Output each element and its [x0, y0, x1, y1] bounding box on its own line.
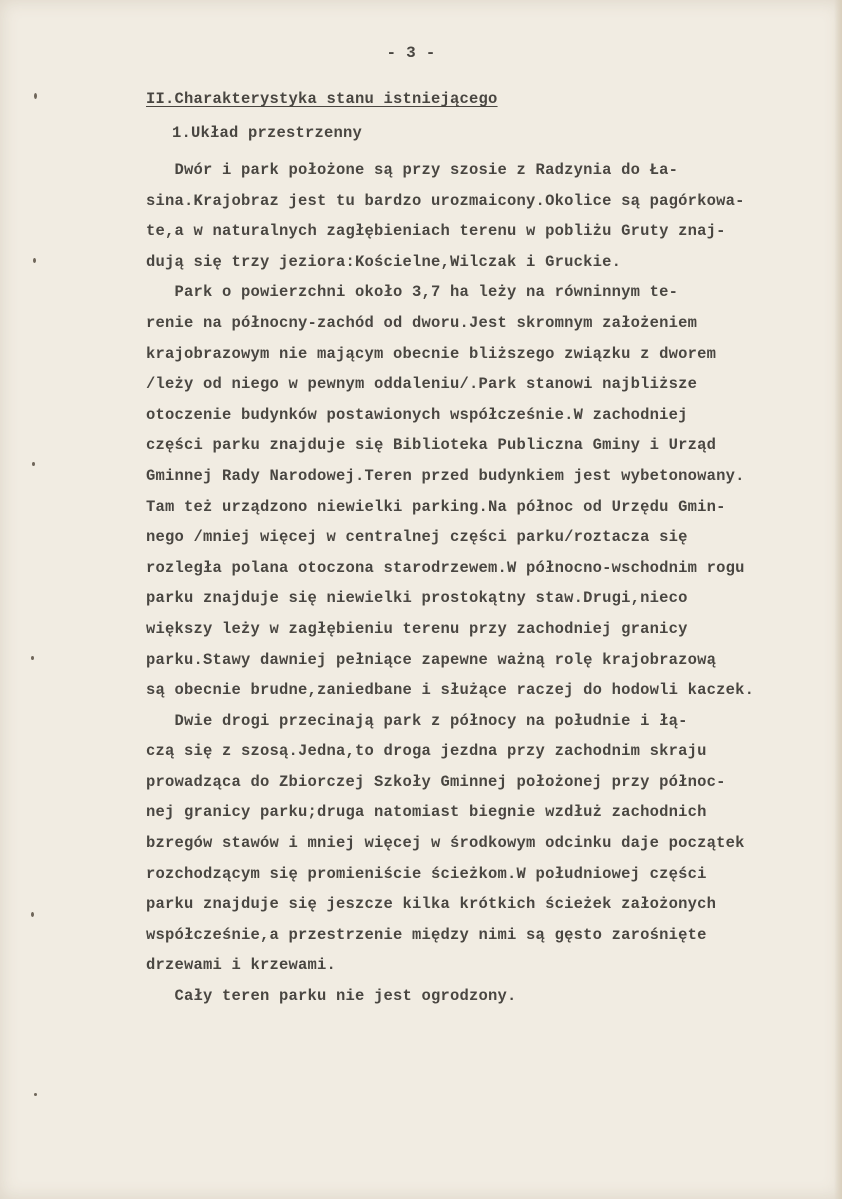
- section-heading: II.Charakterystyka stanu istniejącego: [146, 90, 498, 108]
- text-line: Dwie drogi przecinają park z północy na południe i łą-: [146, 711, 688, 730]
- text-line: są obecnie brudne,zaniedbane i służące raczej do hodowli kaczek.: [146, 681, 755, 700]
- paper-edge: [834, 0, 842, 1199]
- paragraph: [146, 981, 816, 1012]
- text-line: te,a w naturalnych zagłębieniach terenu w pobliżu Gruty znaj-: [146, 222, 726, 241]
- text-line: /leży od niego w pewnym oddaleniu/.Park stanowi najbliższe: [146, 375, 698, 394]
- text-line: części parku znajduje się Biblioteka Publiczna Gminy i Urząd: [146, 436, 717, 455]
- binding-hole-mark: [34, 1093, 37, 1096]
- text-line: współcześnie,a przestrzenie między nimi są gęsto zarośnięte: [146, 925, 707, 944]
- text-line: parku znajduje się jeszcze kilka krótkich ścieżek założonych: [146, 895, 717, 914]
- binding-hole-mark: [33, 258, 36, 263]
- binding-hole-mark: [32, 462, 35, 466]
- text-line: dują się trzy jeziora:Kościelne,Wilczak i Gruckie.: [146, 252, 622, 271]
- paragraph: [146, 706, 816, 981]
- text-line: drzewami i krzewami.: [146, 956, 337, 975]
- text-line: krajobrazowym nie mającym obecnie bliższego związku z dworem: [146, 344, 717, 363]
- page-number-text: - 3 -: [386, 44, 436, 62]
- text-line: Cały teren parku nie jest ogrodzony.: [146, 987, 517, 1006]
- page-number: [0, 44, 842, 62]
- text-line: Tam też urządzono niewielki parking.Na północ od Urzędu Gmin-: [146, 497, 726, 516]
- paragraph: [146, 277, 816, 705]
- text-line: większy leży w zagłębieniu terenu przy zachodniej granicy: [146, 619, 688, 638]
- text-line: nej granicy parku;druga natomiast biegnie wzdłuż zachodnich: [146, 803, 707, 822]
- binding-hole-mark: [31, 912, 34, 917]
- text-line: Park o powierzchni około 3,7 ha leży na równinnym te-: [146, 283, 679, 302]
- body-text: [146, 155, 816, 1012]
- text-line: czą się z szosą.Jedna,to droga jezdna przy zachodnim skraju: [146, 742, 707, 761]
- text-line: nego /mniej więcej w centralnej części parku/roztacza się: [146, 528, 688, 547]
- text-line: Gminnej Rady Narodowej.Teren przed budynkiem jest wybetonowany.: [146, 466, 745, 485]
- binding-hole-mark: [34, 93, 37, 99]
- text-line: parku.Stawy dawniej pełniące zapewne ważną rolę krajobrazową: [146, 650, 717, 669]
- text-line: Dwór i park położone są przy szosie z Radzynia do Ła-: [146, 161, 679, 179]
- binding-hole-mark: [31, 656, 34, 660]
- text-line: otoczenie budynków postawionych współcześnie.W zachodniej: [146, 405, 688, 424]
- text-line: rozległa polana otoczona starodrzewem.W północno-wschodnim rogu: [146, 558, 745, 577]
- paragraph: [146, 155, 816, 277]
- text-line: parku znajduje się niewielki prostokątny staw.Drugi,nieco: [146, 589, 688, 608]
- text-line: renie na północny-zachód od dworu.Jest skromnym założeniem: [146, 313, 698, 332]
- subsection-heading: 1.Układ przestrzenny: [172, 124, 363, 142]
- text-line: bzregów stawów i mniej więcej w środkowym odcinku daje początek: [146, 834, 745, 853]
- text-line: prowadząca do Zbiorczej Szkoły Gminnej położonej przy północ-: [146, 772, 726, 791]
- text-line: sina.Krajobraz jest tu bardzo urozmaicony.Okolice są pagórkowa-: [146, 191, 745, 210]
- text-line: rozchodzącym się promieniście ścieżkom.W południowej części: [146, 864, 707, 883]
